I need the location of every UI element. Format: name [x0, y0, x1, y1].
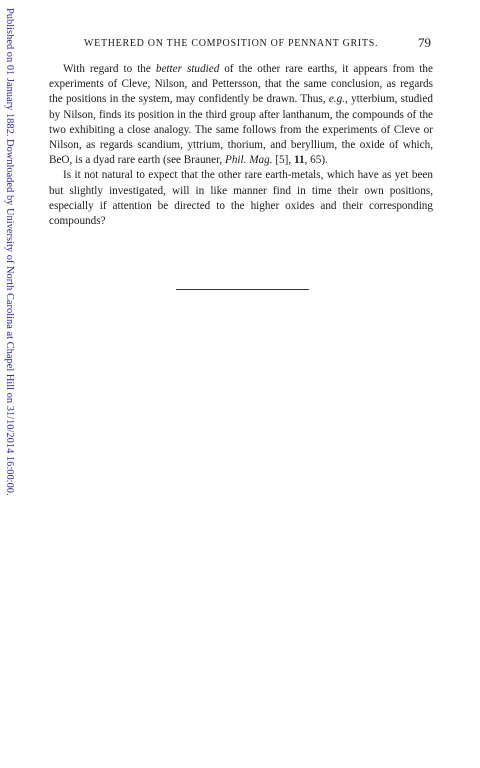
running-title: WETHERED ON THE COMPOSITION OF PENNANT GRITS. — [84, 38, 379, 49]
journal-citation: Phil. Mag. — [224, 154, 273, 167]
text-run: , ytterbium, studied by Nilson, finds its position in the third group after lanthanum, the compounds of the two exhibiting a close analogy. The same follows from the experiments of Cleve or Nilson, as regards scandium, yttrium, thorium, and beryllium, the oxide of which, BeO, is a dyad rare earth (see Brauner, — [49, 93, 433, 167]
text-run: [5], — [272, 154, 294, 167]
italic-text: e.g. — [328, 93, 345, 106]
text-run: , 65). — [304, 154, 328, 167]
italic-text: better studied — [155, 63, 220, 75]
download-watermark — [2, 8, 18, 518]
paragraph: Is it not natural to expect that the other rare earth-metals, which have as yet been but slightly investigated, will in like manner find in time their own positions, especially if attention be directed to the higher oxides and their corresponding compounds? — [49, 169, 433, 228]
text-run: With regard to the — [63, 63, 156, 75]
article-body — [49, 62, 433, 229]
paragraph — [49, 62, 433, 168]
text-run: of the other rare earths, it appears from the experiments of Cleve, Nilson, and Pettersson, that the same conclusion, as regards the positions in the system, may confidently be drawn. Thus, — [49, 63, 433, 106]
download-notice: Published on 01 January 1882. Downloaded by University of North Carolina at Chapel Hill on 31/10/2014 16:00:00. — [4, 8, 15, 496]
section-divider — [176, 289, 309, 290]
volume-number: 11 — [293, 154, 305, 167]
page-number: 79 — [418, 35, 431, 50]
